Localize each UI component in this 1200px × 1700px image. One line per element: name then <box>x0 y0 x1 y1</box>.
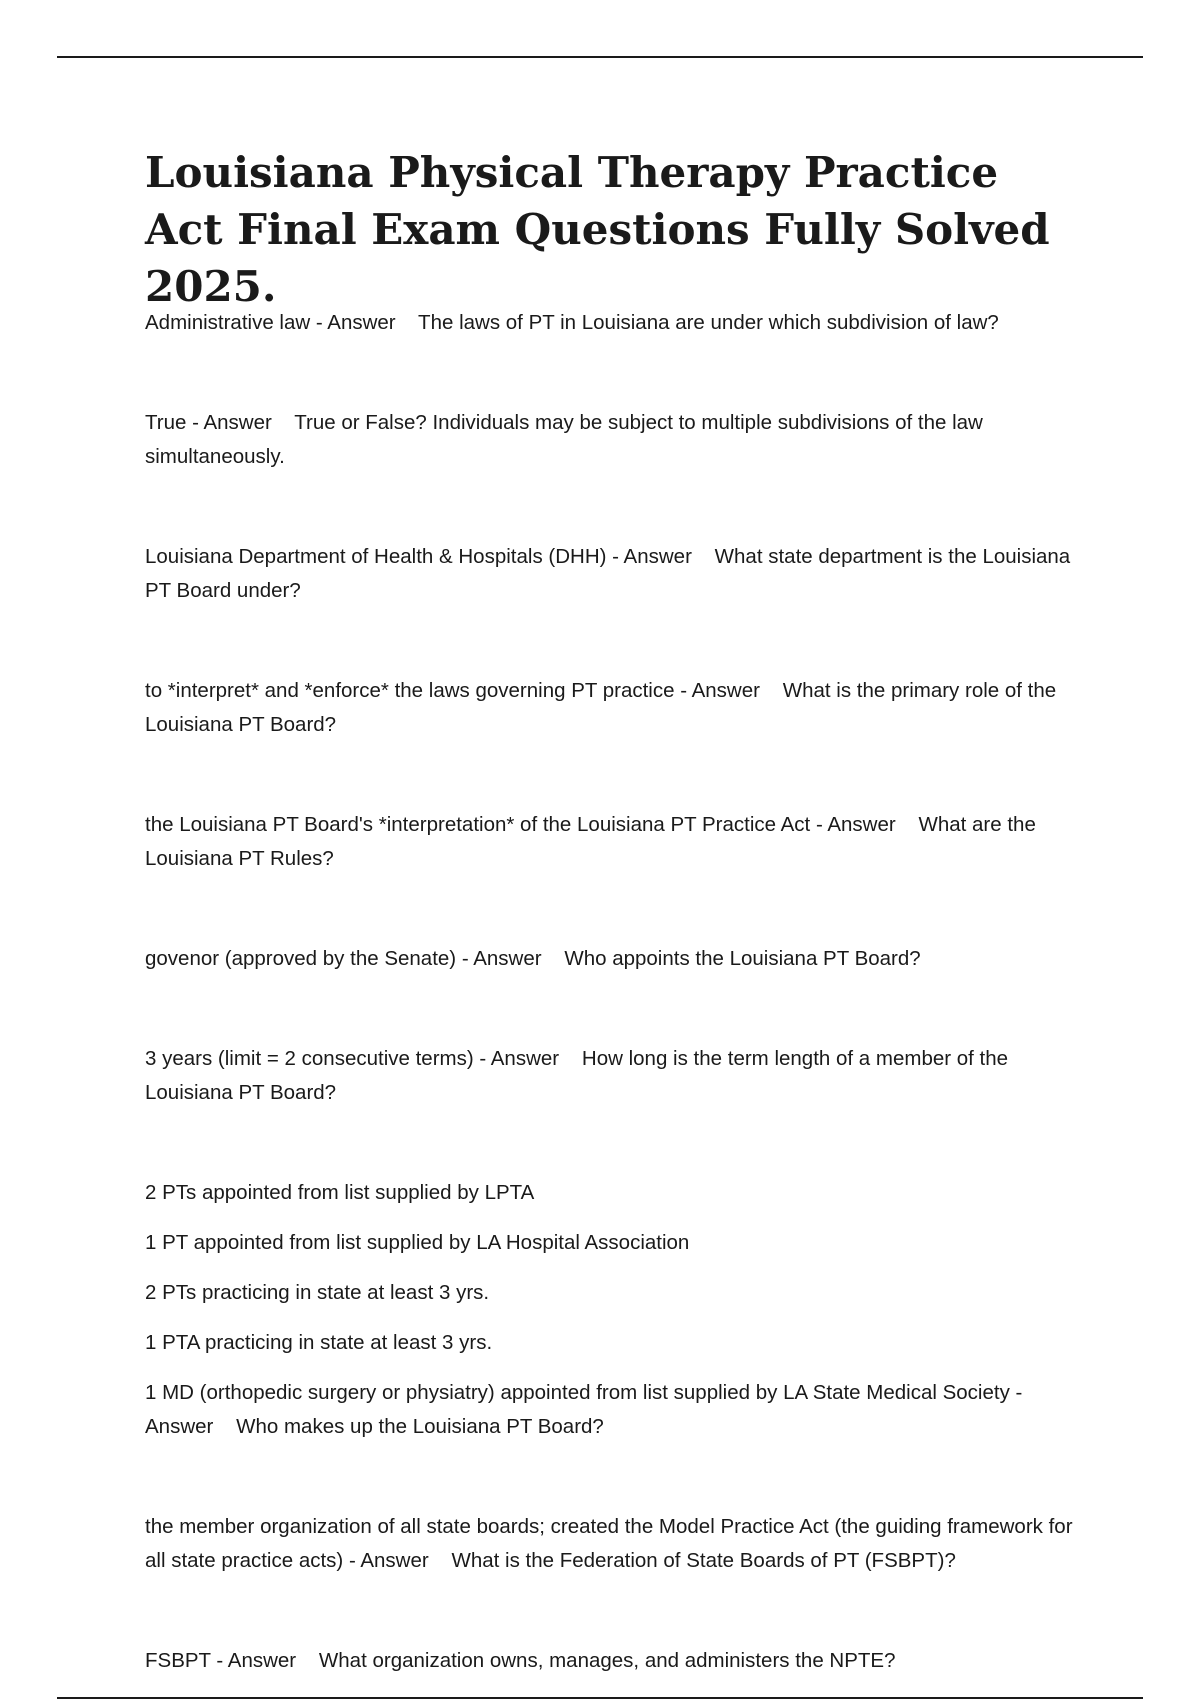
qa-item: the Louisiana PT Board's *interpretation* of the Louisiana PT Practice Act - Answer What are the Louisiana PT Rules? <box>145 813 1042 870</box>
bottom-rule <box>57 1697 1143 1699</box>
board-line: 2 PTs practicing in state at least 3 yrs. <box>145 1281 490 1304</box>
qa-item: 3 years (limit = 2 consecutive terms) - Answer How long is the term length of a member of the Louisiana PT Board? <box>145 1047 1014 1104</box>
qa-item: Administrative law - Answer The laws of PT in Louisiana are under which subdivision of law? <box>145 311 999 334</box>
document-title: Louisiana Physical Therapy Practice Act Final Exam Questions Fully Solved 2025. <box>145 148 1050 311</box>
qa-item: govenor (approved by the Senate) - Answer Who appoints the Louisiana PT Board? <box>145 947 921 970</box>
board-composition-block <box>145 1176 1085 1444</box>
board-line: 2 PTs appointed from list supplied by LPTA <box>145 1181 535 1204</box>
document-body <box>145 306 1085 1678</box>
board-line: 1 MD (orthopedic surgery or physiatry) appointed from list supplied by LA State Medical Society - Answer Who makes up the Louisiana PT Board? <box>145 1381 1027 1438</box>
board-line: 1 PT appointed from list supplied by LA Hospital Association <box>145 1231 690 1254</box>
qa-item: True - Answer True or False? Individuals may be subject to multiple subdivisions of the law simultaneously. <box>145 411 989 468</box>
qa-item: FSBPT - Answer What organization owns, manages, and administers the NPTE? <box>145 1649 896 1672</box>
board-line: 1 PTA practicing in state at least 3 yrs. <box>145 1331 493 1354</box>
qa-item: the member organization of all state boards; created the Model Practice Act (the guiding framework for all state practice acts) - Answer What is the Federation of State Boards of PT (FSBPT)? <box>145 1515 1079 1572</box>
top-rule <box>57 56 1143 58</box>
qa-item: to *interpret* and *enforce* the laws governing PT practice - Answer What is the primary role of the Louisiana PT Board? <box>145 679 1062 736</box>
qa-item: Louisiana Department of Health & Hospitals (DHH) - Answer What state department is the Louisiana PT Board under? <box>145 545 1076 602</box>
